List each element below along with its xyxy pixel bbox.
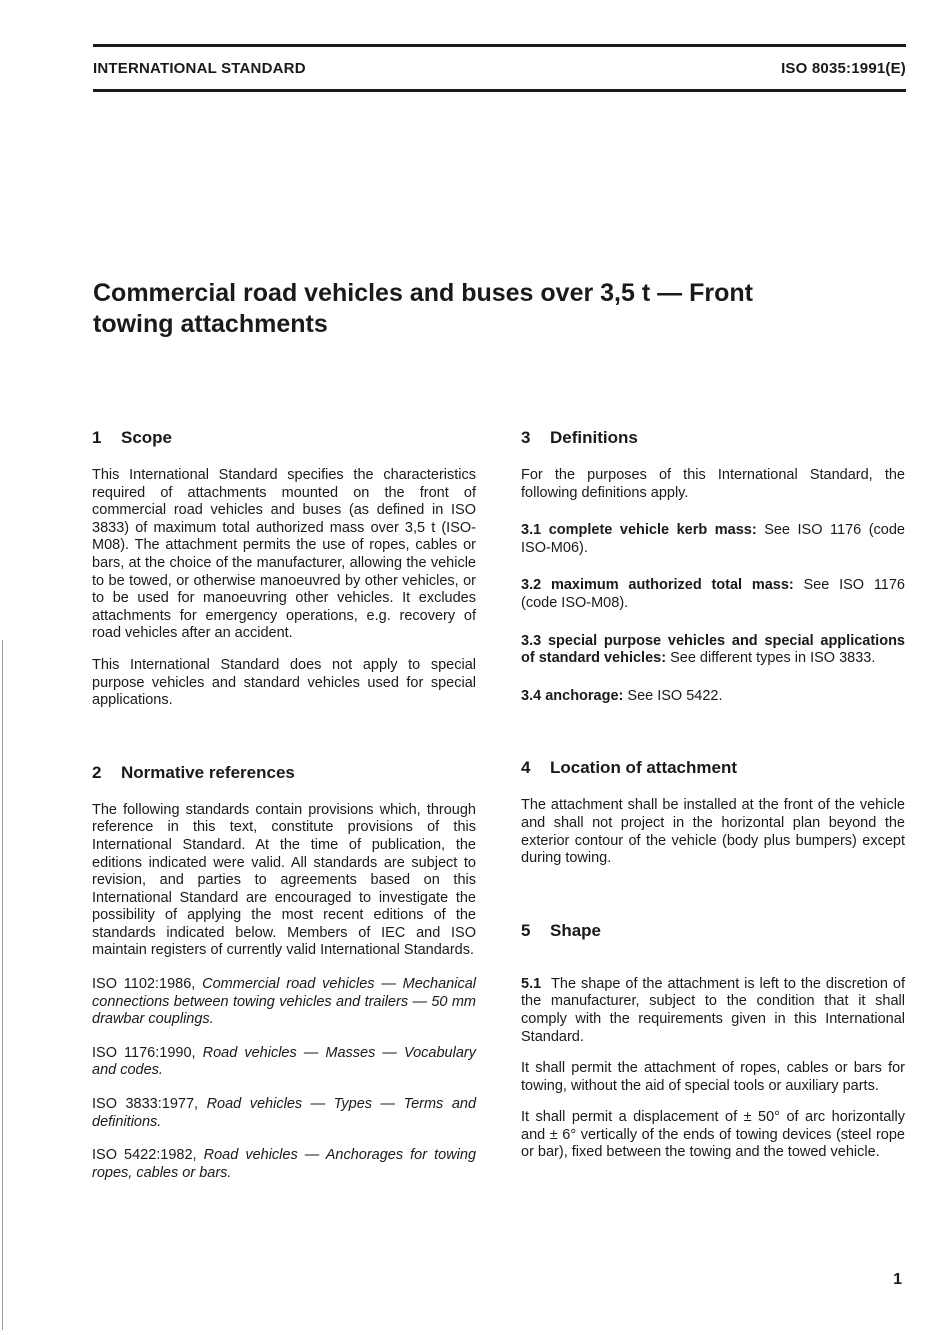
- definition-item: [521, 633, 905, 668]
- definition-text: See different types in ISO 3833.: [670, 650, 876, 667]
- reference-item: [92, 1045, 476, 1080]
- paragraph: This International Standard does not apply to special purpose vehicles and standard vehicles used for special applications.: [92, 656, 476, 709]
- definition-term: maximum authorized total mass:: [550, 577, 794, 594]
- section-shape: [521, 920, 905, 1162]
- document-number: ISO 8035:1991(E): [781, 60, 906, 77]
- paragraph: It shall permit a displacement of ± 50° of arc horizontally and ± 6° vertically of the ends of towing devices (steel rope or bar), fixed between the towing and the towed vehicle.: [521, 1109, 905, 1161]
- paragraph: [521, 976, 905, 1046]
- definition-item: [521, 688, 905, 706]
- scan-edge-line: [2, 640, 3, 1330]
- definition-item: [521, 522, 905, 557]
- section-normative-references: [92, 762, 476, 1183]
- section-heading: [521, 757, 905, 779]
- section-heading: [92, 427, 476, 449]
- definition-text: See ISO 5422.: [627, 687, 723, 704]
- paragraph: The following standards contain provisions which, through reference in this text, constitute provisions of this International Standard. At the time of publication, the editions indicated were valid. All standards are subject to revision, and parties to agreements based on this International Standard are encouraged to investigate the possibility of applying the most recent editions of the standards indicated below. Members of IEC and ISO maintain registers of currently valid International Standards.: [92, 801, 476, 959]
- section-number: 3: [521, 428, 531, 447]
- section-title: Definitions: [550, 428, 638, 447]
- reference-title: Road vehicles — Types — Terms and definitions.: [92, 1096, 477, 1130]
- reference-title: Commercial road vehicles — Mechanical connections between towing vehicles and trailers — 50 mm drawbar couplings.: [92, 976, 476, 1028]
- section-number: 1: [92, 428, 102, 447]
- clause-text: The shape of the attachment is left to the discretion of the manufacturer, subject to the condition that it shall comply with the requirements given in this International Standard.: [521, 975, 905, 1045]
- definition-item: [521, 577, 905, 612]
- title-line-1: Commercial road vehicles and buses over 3,5 t — Front: [93, 279, 753, 307]
- section-heading: [521, 427, 905, 449]
- definition-number: 3.1: [521, 522, 542, 539]
- reference-code: ISO 3833:1977,: [92, 1096, 199, 1113]
- definition-term: anchorage:: [545, 687, 624, 704]
- section-heading: [521, 920, 905, 942]
- section-title: Scope: [121, 428, 173, 447]
- section-heading: [92, 762, 476, 784]
- section-scope: [92, 427, 476, 710]
- reference-title: Road vehicles — Masses — Vocabulary and codes.: [92, 1044, 476, 1079]
- left-column: [92, 427, 476, 1182]
- reference-code: ISO 1102:1986,: [92, 976, 196, 993]
- section-title: Shape: [550, 920, 602, 940]
- section-number: 4: [521, 758, 531, 778]
- reference-item: [92, 1147, 476, 1182]
- definition-term: special purpose vehicles and special applications of standard vehicles:: [521, 632, 905, 667]
- definition-text: See ISO 1176 (code ISO-M06).: [521, 522, 905, 556]
- reference-code: ISO 1176:1990,: [92, 1044, 196, 1061]
- reference-item: [92, 976, 476, 1029]
- paragraph: The attachment shall be installed at the front of the vehicle and shall not project in the horizontal plan beyond the exterior contour of the vehicle (body plus bumpers) except during towing.: [521, 797, 905, 867]
- section-number: 5: [521, 920, 531, 940]
- section-location: [521, 757, 905, 867]
- definition-number: 3.4: [521, 687, 542, 704]
- document-title: [93, 278, 853, 340]
- page-number: 1: [893, 1271, 902, 1288]
- paragraph: This International Standard specifies the characteristics required of attachments mounted on the front of commercial road vehicles and buses (as defined in ISO 3833) of maximum total authorized mass over 3,5 t (ISO-M08). The attachment permits the use of ropes, cables or bars, at the choice of the manufacturer, allowing the vehicle to be towed, or otherwise manoeuvred by other vehicles, or to be used for manoeuvring other vehicles. It excludes attachments for emergency operations, e.g. recovery of road vehicles after an accident.: [92, 467, 476, 642]
- header-rule-top: [93, 44, 906, 47]
- clause-number: 5.1: [521, 975, 542, 992]
- paragraph: It shall permit the attachment of ropes, cables or bars for towing, without the aid of special tools or auxiliary parts.: [521, 1060, 905, 1094]
- header-rule-bottom: [93, 89, 906, 92]
- title-line-2: towing attachments: [93, 310, 328, 338]
- section-title: Normative references: [121, 762, 295, 782]
- definition-text: See ISO 1176 (code ISO-M08).: [521, 577, 905, 611]
- section-number: 2: [92, 762, 102, 782]
- paragraph: For the purposes of this International Standard, the following definitions apply.: [521, 467, 905, 501]
- reference-title: Road vehicles — Anchorages for towing ropes, cables or bars.: [92, 1147, 477, 1181]
- definition-number: 3.2: [521, 577, 542, 594]
- section-definitions: [521, 427, 905, 705]
- section-title: Location of attachment: [550, 758, 738, 778]
- document-type: INTERNATIONAL STANDARD: [93, 60, 306, 77]
- definition-term: complete vehicle kerb mass:: [548, 522, 757, 539]
- definition-number: 3.3: [521, 632, 542, 649]
- reference-code: ISO 5422:1982,: [92, 1147, 197, 1164]
- right-column: [521, 427, 905, 1162]
- reference-item: [92, 1096, 476, 1131]
